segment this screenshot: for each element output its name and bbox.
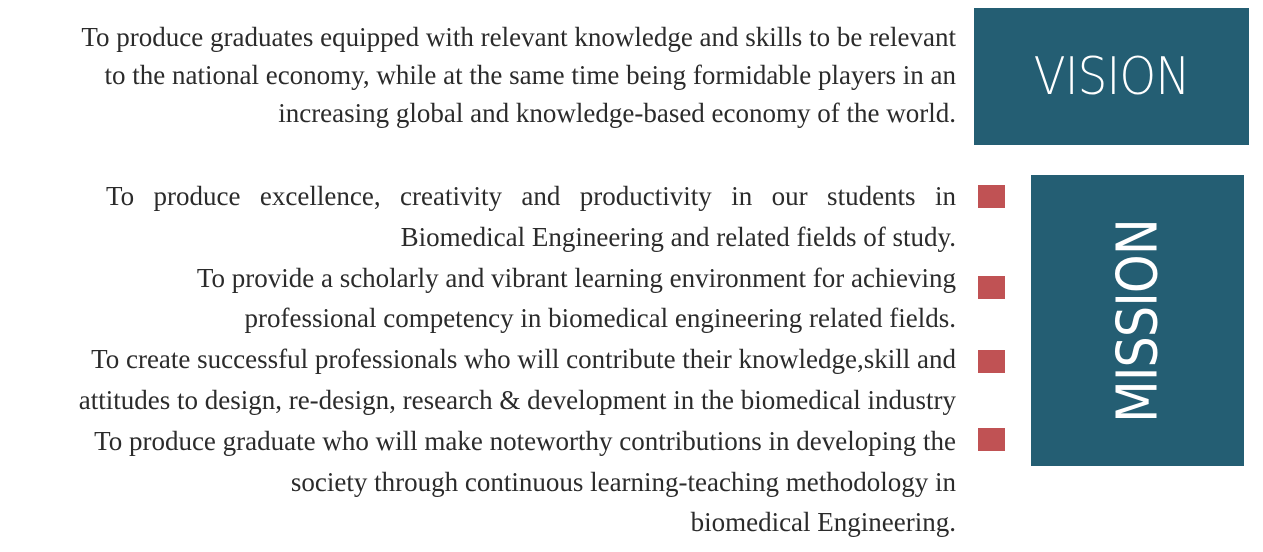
bullet-square-icon <box>978 428 1005 451</box>
mission-item-1-line: Biomedical Engineering and related fields of study. <box>400 221 956 252</box>
mission-list <box>20 176 956 543</box>
vision-heading-box <box>974 8 1249 145</box>
vision-statement <box>20 18 956 132</box>
vision-heading: VISION <box>1033 46 1190 107</box>
mission-item-2-line: To provide a scholarly and vibrant learning environment for achieving <box>196 262 956 293</box>
mission-item-3-line: To create successful professionals who will contribute their knowledge,skill and <box>91 344 956 375</box>
vision-line: To produce graduates equipped with relevant knowledge and skills to be relevant <box>81 22 956 52</box>
mission-item-4-line: society through continuous learning-teaching methodology in <box>290 466 956 497</box>
bullet-square-icon <box>978 350 1005 373</box>
mission-item-4-line: biomedical Engineering. <box>690 507 956 538</box>
vision-line: to the national economy, while at the same time being formidable players in an <box>104 60 956 90</box>
vision-line: increasing global and knowledge-based economy of the world. <box>278 98 956 128</box>
mission-heading-box <box>1031 175 1244 466</box>
bullet-square-icon <box>978 276 1005 299</box>
mission-item-2-line: professional competency in biomedical engineering related fields. <box>244 303 956 334</box>
mission-item-4-line: To produce graduate who will make noteworthy contributions in developing the <box>94 425 956 456</box>
mission-heading: MISSION <box>1105 218 1170 423</box>
bullet-square-icon <box>978 185 1005 208</box>
mission-item-3-line: attitudes to design, re-design, research & development in the biomedical industry <box>78 384 956 415</box>
mission-item-1-line: To produce excellence, creativity and productivity in our students in <box>106 181 956 211</box>
